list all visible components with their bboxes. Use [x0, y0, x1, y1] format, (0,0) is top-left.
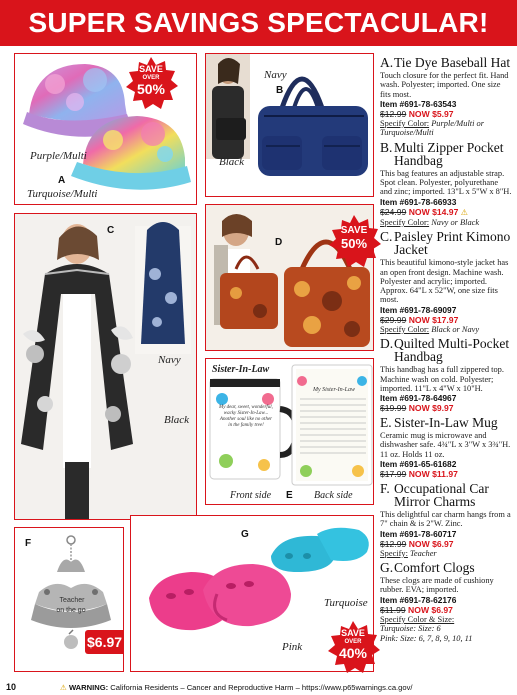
panel-letter-g: G — [241, 529, 249, 540]
panel-letter-f: F — [25, 538, 32, 549]
item-description: This beautiful kimono-style jacket has an open front design. Machine wash. Polyester and acrylic; imported. Approx. 64"L x 52"W, one size fits most. — [380, 258, 509, 305]
price-now: NOW $14.97 — [408, 206, 459, 217]
item-number: Item #691-78-69097 — [380, 304, 457, 315]
badge-save-text: SAVE — [340, 225, 368, 236]
item-letter: B. — [380, 139, 393, 155]
item-spec — [380, 325, 512, 335]
product-panel-f — [14, 527, 124, 672]
kimono-label-black: Black — [164, 414, 190, 426]
item-spec — [380, 119, 512, 138]
kimono-label-navy: Navy — [158, 354, 181, 366]
price-was: $19.99 — [380, 403, 407, 414]
mug-photo — [206, 359, 374, 505]
price-now: NOW $17.97 — [408, 314, 459, 325]
item-title — [380, 561, 512, 574]
warning-icon: ⚠ — [60, 683, 67, 692]
spec-label: Specify Color: — [380, 118, 430, 128]
price-was: $11.99 — [380, 604, 406, 615]
item-number: Item #691-78-66933 — [380, 196, 457, 207]
price-now: NOW $5.97 — [408, 108, 454, 119]
item-name: Tie Dye Baseball Hat — [394, 55, 511, 70]
badge-over-text: OVER — [344, 639, 362, 645]
item-description: This bag features an adjustable strap. Spot clean. Polyester, polyurethane and zinc; imported. 13"L x 5"W x 8"H. — [380, 168, 512, 197]
item-number: Item #691-78-60717 — [380, 528, 457, 539]
product-descriptions — [380, 56, 512, 646]
spec-value: Teacher — [410, 548, 437, 558]
item-price — [380, 403, 512, 413]
product-panel-e — [205, 358, 374, 505]
item-spec — [380, 549, 512, 559]
hat-label-purple: Purple/Multi — [30, 150, 87, 162]
item-description: Touch closure for the perfect fit. Hand wash. Polyester; imported. One size fits most. — [380, 71, 509, 99]
charm-text-1: Teacher — [59, 597, 85, 604]
header-banner — [0, 0, 517, 46]
item-price — [380, 539, 512, 549]
mug-name-label: Sister-In-Law — [212, 364, 270, 375]
item-name: Occupational Car Mirror Charms — [394, 481, 489, 510]
item-price — [380, 469, 512, 479]
item-letter: C. — [380, 229, 393, 245]
save-badge-50 — [327, 214, 381, 268]
price-was: $12.99 — [380, 108, 407, 119]
charm-text-2: on the go — [56, 607, 86, 614]
mug-label-front: Front side — [230, 490, 272, 501]
save-badge-over-50 — [124, 56, 178, 110]
panel-letter-e: E — [286, 490, 293, 501]
item-number: Item #691-78-64967 — [380, 393, 457, 404]
spec-value: Purple/Multi or Turquoise/Multi — [380, 118, 484, 138]
item-description: These clogs are made of cushiony rubber. EVA; imported. — [380, 576, 494, 595]
product-item-f — [380, 482, 512, 558]
item-spec — [380, 615, 512, 625]
item-description: Ceramic mug is microwave and dishwasher safe. 4¾"L x 3"W x 3¾"H. 11 oz. Holds 11 oz. — [380, 431, 511, 459]
mug-back-title: My Sister-In-Law — [312, 387, 356, 393]
item-description: This delightful car charm hangs from a 7" chain & is 2"W. Zinc. — [380, 510, 511, 529]
item-title — [380, 230, 512, 256]
mug-front-text: My dear, sweet, wonderful, wacky Sister-In-Law... Another soul like no other in the family tree! — [219, 405, 273, 428]
item-title — [380, 141, 512, 167]
item-spec — [380, 218, 512, 228]
item-letter: G. — [380, 560, 394, 576]
price-was: $17.99 — [380, 469, 407, 480]
item-name: Comfort Clogs — [394, 560, 475, 576]
item-letter: E. — [380, 415, 392, 431]
spec-value: Navy or Black — [431, 217, 480, 227]
page-footer — [0, 681, 517, 695]
spec-value: Black or Navy — [431, 324, 480, 334]
item-name: Sister-In-Law Mug — [394, 415, 498, 431]
item-number: Item #691-65-61682 — [380, 459, 457, 470]
item-name: Quilted Multi-Pocket Handbag — [394, 336, 510, 365]
warning-icon: ⚠ — [460, 207, 468, 217]
spec-label: Specify Color: — [380, 324, 430, 334]
item-letter: D. — [380, 336, 394, 352]
page-title: SUPER SAVINGS SPECTACULAR! — [28, 7, 489, 38]
page-number: 10 — [6, 682, 17, 692]
badge-percent-text: 50% — [136, 81, 166, 97]
spec-label: Specify Color & Size: — [380, 614, 455, 624]
save-badge-over-40 — [326, 620, 380, 674]
product-item-g — [380, 561, 512, 643]
handbag-photo — [206, 54, 374, 197]
item-title — [380, 56, 512, 69]
panel-letter-d: D — [275, 237, 283, 248]
product-panel-b — [205, 53, 374, 197]
price-was: $12.99 — [380, 538, 407, 549]
price-was: $29.99 — [380, 314, 407, 325]
price-tag-text: $6.97 — [87, 634, 123, 650]
item-number: Item #691-78-63543 — [380, 98, 457, 109]
warning-label: WARNING: — [68, 683, 109, 692]
product-item-e — [380, 416, 512, 479]
item-price — [380, 605, 512, 615]
item-title — [380, 482, 512, 508]
panel-letter-a: A — [58, 175, 66, 186]
spec-value-2: Pink: Size: 6, 7, 8, 9, 10, 11 — [380, 633, 473, 643]
spec-label: Specify Color: — [380, 217, 430, 227]
price-now: NOW $11.97 — [408, 469, 458, 480]
item-price — [380, 315, 512, 325]
product-item-a — [380, 56, 512, 138]
price-now: NOW $6.97 — [408, 604, 453, 615]
item-title — [380, 337, 512, 363]
item-letter: F. — [380, 481, 390, 497]
spec-label: Specify: — [380, 548, 408, 558]
item-price — [380, 207, 512, 218]
item-name: Paisley Print Kimono Jacket — [394, 229, 511, 258]
product-item-c — [380, 230, 512, 334]
handbag-label-black: Black — [219, 156, 245, 168]
hat-label-turquoise: Turquoise/Multi — [27, 188, 98, 200]
item-price — [380, 109, 512, 119]
item-title — [380, 416, 512, 429]
item-letter: A. — [380, 55, 394, 70]
kimono-photo — [15, 214, 197, 520]
badge-percent-text: 50% — [340, 236, 368, 251]
panel-letter-c: C — [107, 225, 115, 236]
warning-text: California Residents – Cancer and Reproductive Harm – https://www.p65warnings.ca.gov/ — [110, 683, 413, 692]
price-now: NOW $9.97 — [408, 403, 454, 414]
badge-over-text: OVER — [142, 75, 160, 81]
item-description: This handbag has a full zippered top. Machine wash on cold. Polyester; imported. 11"L x 4"W x 10"H. — [380, 365, 504, 393]
badge-percent-text: 40% — [338, 645, 368, 661]
handbag-label-navy: Navy — [264, 69, 287, 81]
prop65-warning — [60, 683, 413, 692]
badge-save-text: SAVE — [341, 628, 365, 638]
product-panel-c — [14, 213, 197, 520]
mug-label-back: Back side — [314, 490, 353, 501]
price-now: NOW $6.97 — [408, 538, 454, 549]
panel-letter-b: B — [276, 85, 284, 96]
clogs-label-turquoise: Turquoise — [324, 597, 368, 609]
badge-save-text: SAVE — [139, 64, 163, 74]
item-name: Multi Zipper Pocket Handbag — [394, 139, 504, 168]
product-item-d — [380, 337, 512, 413]
spec-value: Turquoise: Size: 6 — [380, 624, 441, 634]
item-number: Item #691-78-62176 — [380, 594, 457, 605]
product-item-b — [380, 141, 512, 227]
clogs-label-pink: Pink — [282, 641, 303, 653]
price-was: $24.99 — [380, 206, 407, 217]
